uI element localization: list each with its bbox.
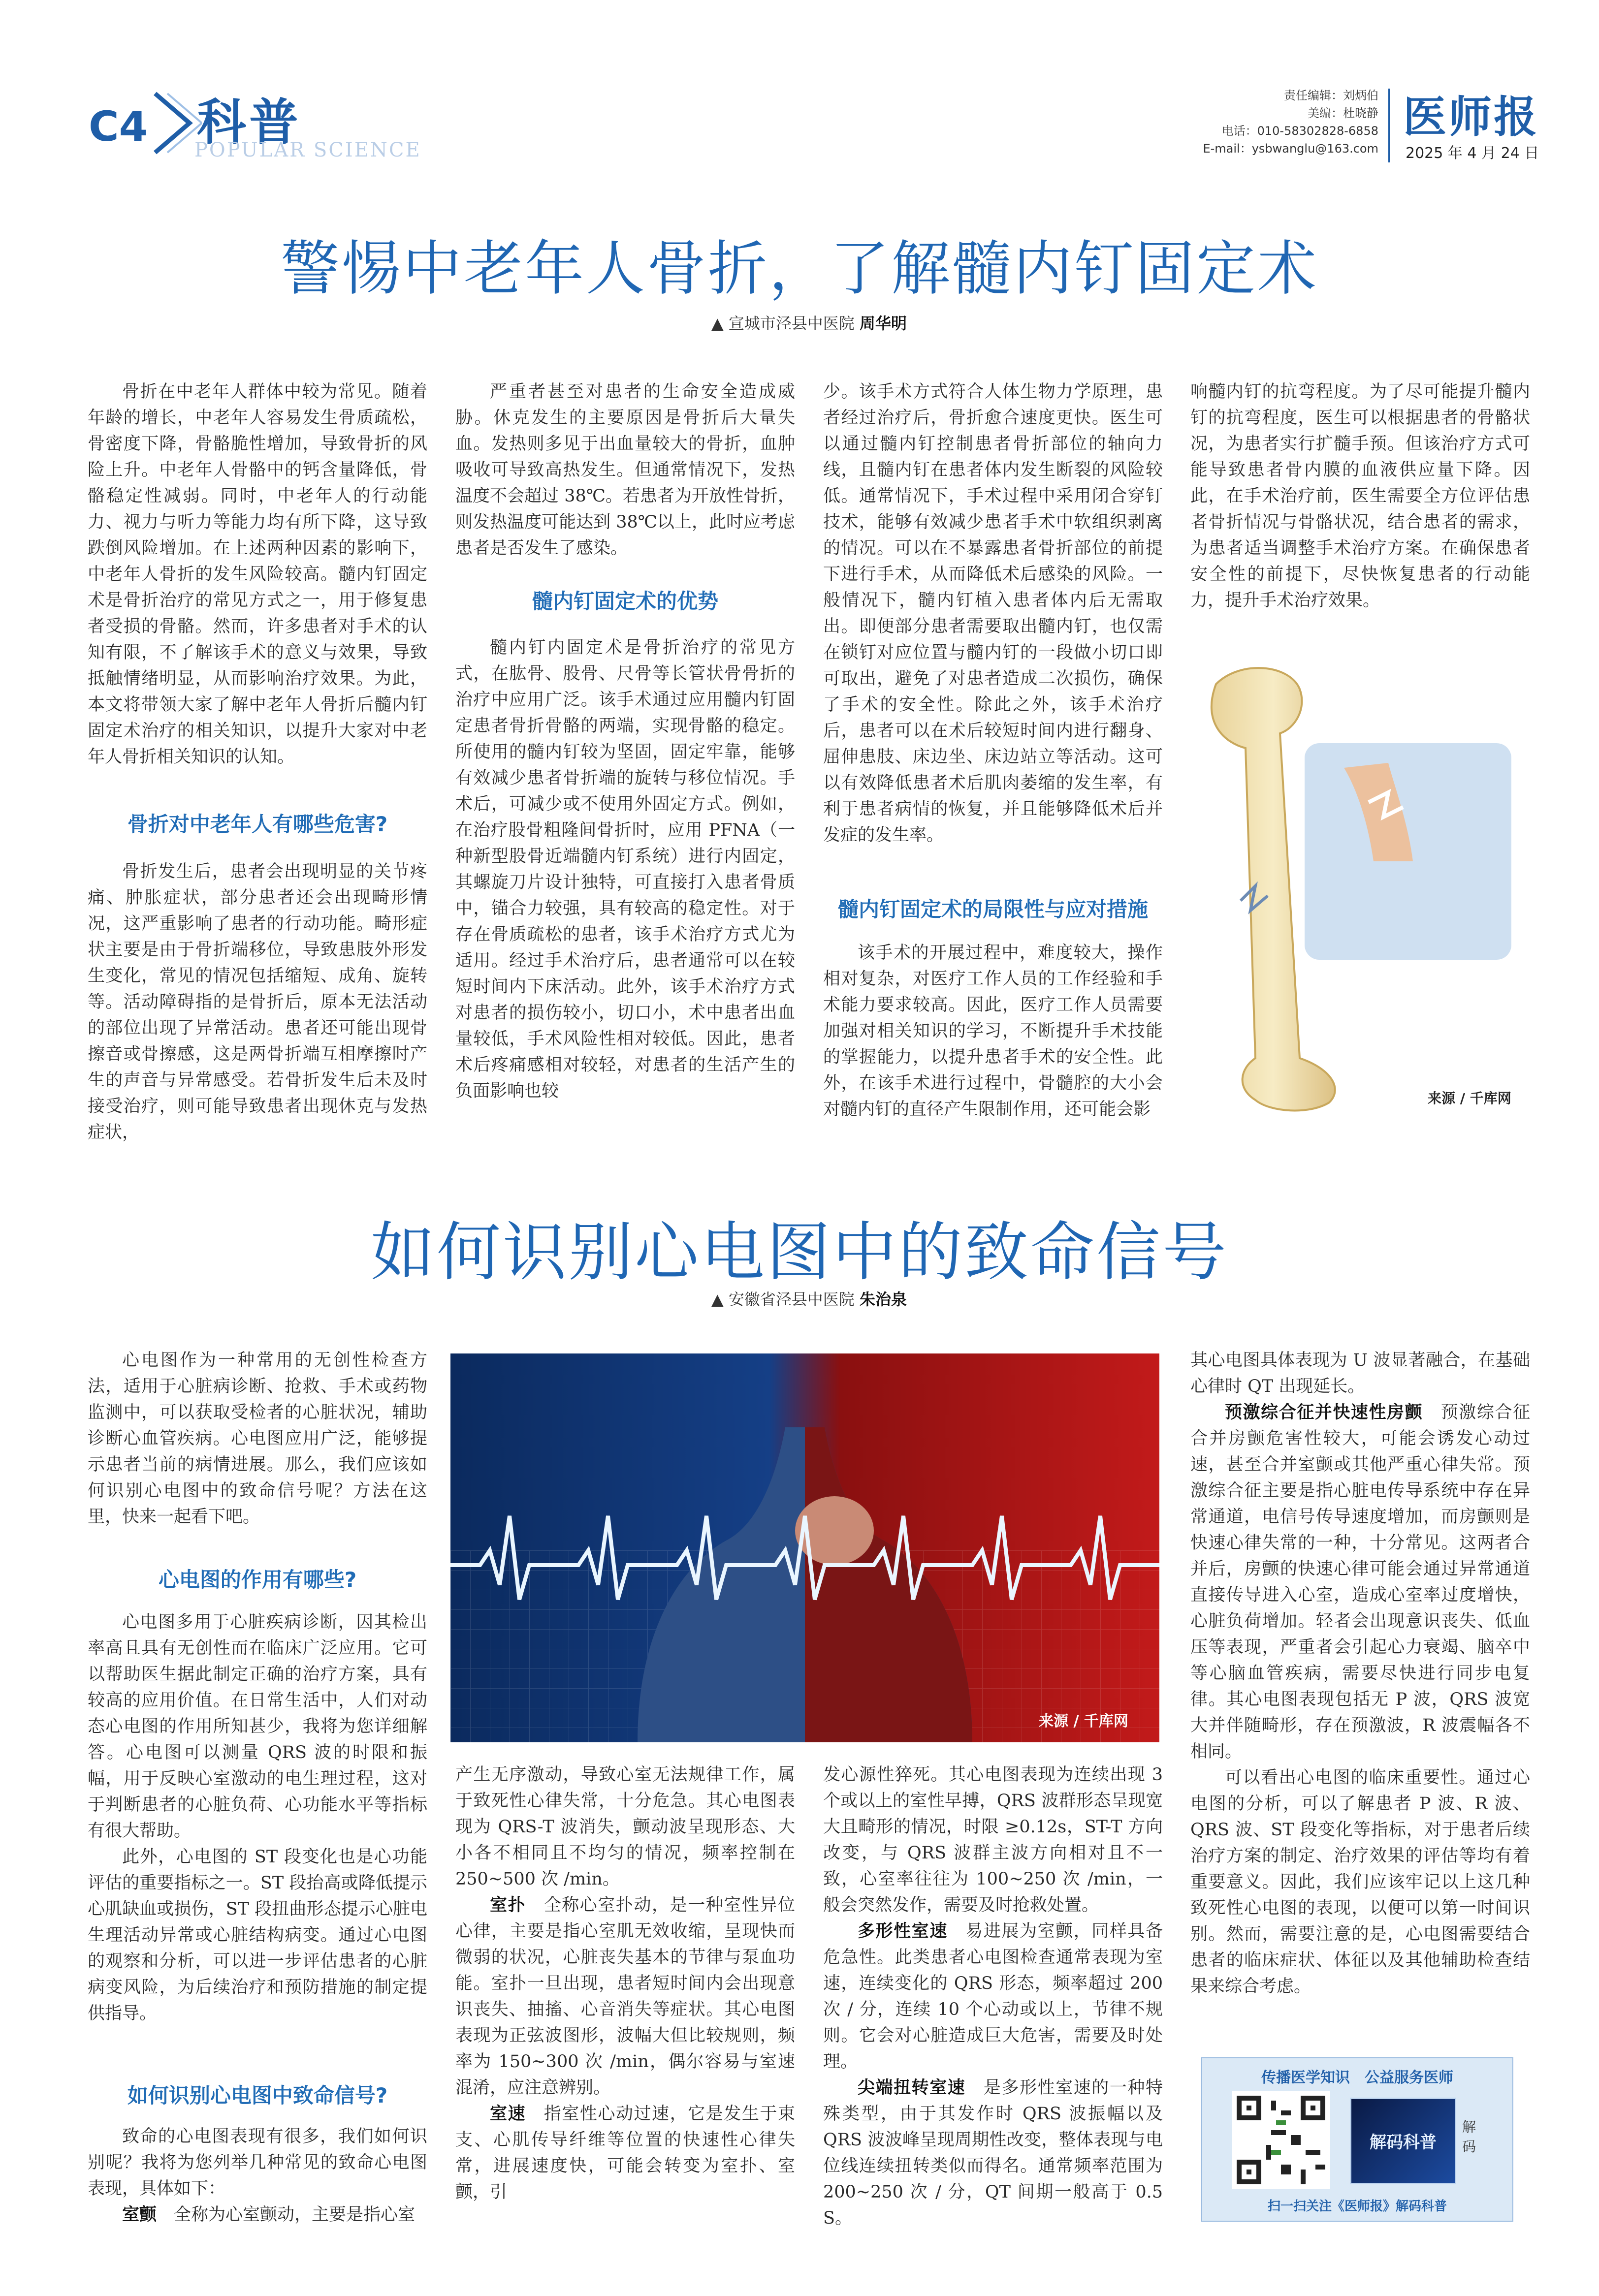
byline-org: 安徽省泾县中医院: [728, 1290, 855, 1309]
heading-advantage: 髓内钉固定术的优势: [532, 589, 718, 613]
triangle-icon: ▲: [711, 314, 724, 333]
phone-label: 电话：010-58302828-6858: [1221, 124, 1378, 138]
newspaper-logo: 医师报: [1403, 92, 1539, 142]
term-text: 易进展为室颤，同样具备危急性。此类患者心电图检查通常表现为室速，连续变化的 QRS 形态，频率超过 200 次 / 分，连续 10 个心动或以上，节律不规则。它会对心脏造成巨大危害，需要及时处理。: [823, 1921, 1163, 2072]
paragraph: 髓内钉内固定术是骨折治疗的常见方式，在肱骨、股骨、尺骨等长管状骨骨折的治疗中应用广泛。该手术通过应用髓内钉固定患者骨折骨骼的两端，实现骨骼的稳定。所使用的髓内钉较为坚固，固定牢靠，能够有效减少患者骨折端的旋转与移位情况。手术后，可减少或不使用外固定方式。例如，在治疗股骨粗隆间骨折时，应用 PFNA（一种新型股骨近端髓内钉系统）进行内固定，其螺旋刀片设计独特，可直接打入患者骨质中，锚合力较强，具有较高的稳定性。对于存在骨质疏松的患者，该手术治疗方式尤为适用。经过手术治疗后，患者通常可以在较短时间内下床活动。此外，该手术治疗方式对患者的损伤较小，切口小，术中患者出血量较低，手术风险性相对较低。因此，患者术后疼痛感相对较轻，对患者的生活产生的负面影响也较: [455, 638, 795, 1101]
term: 多形性室速: [858, 1921, 948, 1941]
heading-identify: 如何识别心电图中致命信号?: [127, 2083, 388, 2107]
promo-top-text: 传播医学知识 公益服务医师: [1261, 2069, 1453, 2086]
paragraph: 致命的心电图表现有很多，我们如何识别呢？我将为您列举几种常见的致命心电图表现，具体如下：: [88, 2127, 427, 2199]
paragraph: 可以看出心电图的临床重要性。通过心电图的分析，可以了解患者 P 波、R 波、QRS 波、ST 段变化等指标，对于患者后续治疗方案的制定、治疗效果的评估等均有着重要意义。因此，我们应该牢记以上这几种致死性心电图的表现，以便可以第一时间识别。然而，需要注意的是，心电图需要结合患者的临床症状、体征以及其他辅助检查结果来综合考虑。: [1190, 1768, 1530, 1996]
tv-label: 解码科普: [1370, 2133, 1437, 2152]
paragraph: 少。该手术方式符合人体生物力学原理，患者经过治疗后，骨折愈合速度更快。医生可以通过髓内钉控制患者骨折部位的轴向力线，且髓内钉在患者体内发生断裂的风险较低。通常情况下，手术过程中采用闭合穿钉技术，能够有效减少患者手术中软组织剥离的情况。可以在不暴露患者骨折部位的前提下进行手术，从而降低术后感染的风险。一般情况下，髓内钉植入患者体内后无需取出。即便部分患者需要取出髓内钉，也仅需在锁钉对应位置与髓内钉的一段做小切口即可取出，避免了对患者造成二次损伤，确保了手术的安全性。除此之外，该手术治疗后，患者可以在术后较短时间内进行翻身、屈伸患肢、床边坐、床边站立等活动。这可以有效降低患者术后肌肉萎缩的发生率，有利于患者病情的恢复，并且能够降低术后并发症的发生率。: [823, 382, 1163, 845]
paragraph: [823, 2075, 1163, 2232]
bone-illustration: [1182, 655, 1536, 1117]
paragraph: [823, 1919, 1163, 2075]
paragraph: [455, 1892, 795, 2101]
article1-col2b: [455, 635, 795, 1104]
term: 室颤: [122, 2205, 157, 2225]
designer-label: 美编：杜晓静: [1308, 106, 1378, 120]
term-text: 全称为心室颤动，主要是指心室: [174, 2205, 416, 2225]
editor-label: 责任编辑：刘炳伯: [1284, 89, 1378, 102]
term-text: 是多形性室速的一种特殊类型，由于其发作时 QRS 波振幅以及 QRS 波波峰呈现周期性改变，整体表现与电位线连续扭转类似而得名。通常频率范围为 200~250 次 / 分，QT 间期一般高于 0.5 S。: [823, 2078, 1163, 2228]
article2-title: 如何识别心电图中的致命信号: [370, 1215, 1228, 1290]
heading-role: 心电图的作用有哪些?: [158, 1568, 357, 1592]
paragraph: 心电图作为一种常用的无创性检查方法，适用于心脏病诊断、抢救、手术或药物监测中，可以获取受检者的心脏状况，辅助诊断心血管疾病。心电图应用广泛，能够提示患者当前的病情进展。那么，我们应该如何识别心电图中的致命信号呢？方法在这里，快来一起看下吧。: [88, 1351, 427, 1527]
article1-col4: [1190, 379, 1530, 614]
email-label: E-mail：ysbwanglu@163.com: [1203, 142, 1378, 156]
editor-info: [1162, 87, 1378, 157]
ecg-chest-icon: [450, 1353, 1159, 1742]
promo-side-text: 解码: [1462, 2119, 1476, 2155]
paragraph: [1190, 1400, 1530, 1765]
term: 尖端扭转室速: [858, 2078, 966, 2098]
term: 室速: [490, 2104, 526, 2124]
term: 室扑: [490, 1895, 526, 1915]
qr-code-icon[interactable]: [1232, 2091, 1330, 2189]
promo-box: [1201, 2057, 1513, 2222]
article2-col1: [88, 1348, 427, 1530]
article1-col2: [455, 379, 795, 562]
term-text: 预激综合征合并房颤危害性较大，可能会诱发心动过速，甚至合并室颤或其他严重心律失常。预激综合征主要是指心脏电传导系统中存在异常通道，电信号传导速度增加，而房颤则是快速心律失常的一种，十分常见。这两者合并后，房颤的快速心律可能会通过异常通道直接传导进入心室，造成心室率过度增快，心脏负荷增加。轻者会出现意识丧失、低血压等表现，严重者会引起心力衰竭、脑卒中等心脑血管疾病，需要尽快进行同步电复律。其心电图表现包括无 P 波，QRS 波宽大并伴随畸形，存在预激波，R 波震幅各不相同。: [1190, 1403, 1530, 1761]
tv-thumbnail: [1350, 2098, 1456, 2184]
chevron-icon: [148, 89, 202, 157]
byline-author: 朱治泉: [859, 1290, 907, 1309]
paragraph: 响髓内钉的抗弯程度。为了尽可能提升髓内钉的抗弯程度，医生可以根据患者的骨骼状况，为患者实行扩髓手预。但该治疗方式可能导致患者骨内膜的血液供应量下降。因此，在手术治疗前，医生需要全方位评估患者骨折情况与骨骼状况，结合患者的需求，为患者适当调整手术治疗方案。在确保患者安全性的前提下，尽快恢复患者的行动能力，提升手术治疗效果。: [1190, 382, 1530, 610]
ecg-caption: 来源 / 千库网: [1039, 1713, 1128, 1730]
paragraph: 产生无序激动，导致心室无法规律工作，属于致死性心律失常，十分危急。其心电图表现为 QRS-T 波消失，颤动波呈现形态、大小各不相同且不均匀的情况，频率控制在 250~500 次 /min。: [455, 1765, 795, 1889]
term: 预激综合征并快速性房颤: [1225, 1403, 1423, 1422]
section-title: 科普: [197, 94, 301, 151]
paragraph: 其心电图具体表现为 U 波显著融合，在基础心律时 QT 出现延长。: [1190, 1351, 1530, 1396]
article1-col1: [88, 379, 427, 770]
paragraph: 心电图多用于心脏疾病诊断，因其检出率高且具有无创性而在临床广泛应用。它可以帮助医生据此制定正确的治疗方案，具有较高的应用价值。在日常生活中，人们对动态心电图的作用所知甚少，我将为您详细解答。心电图可以测量 QRS 波的时限和振幅，用于反映心室激动的电生理过程，这对于判断患者的心脏负荷、心功能水平等指标有很大帮助。: [88, 1612, 427, 1841]
article1-col3: [823, 379, 1163, 849]
section-subtitle: POPULAR SCIENCE: [194, 139, 421, 161]
issue-date: 2025 年 4 月 24 日: [1406, 145, 1539, 162]
byline-org: 宣城市泾县中医院: [728, 314, 855, 333]
page-header: [0, 0, 1599, 167]
article1-title: 警惕中老年人骨折，了解髓内钉固定术: [281, 235, 1318, 303]
promo-bottom-text: 扫一扫关注《医师报》解码科普: [1267, 2199, 1447, 2214]
paragraph: [88, 2202, 427, 2228]
article2-col4: [1190, 1348, 1530, 2000]
article2-byline: [711, 1287, 907, 1310]
article2-col3: [823, 1762, 1163, 2232]
heading-limitation: 髓内钉固定术的局限性与应对措施: [837, 897, 1148, 921]
article2-col1c: [88, 2124, 427, 2228]
triangle-icon: ▲: [711, 1290, 724, 1309]
paragraph: 该手术的开展过程中，难度较大，操作相对复杂，对医疗工作人员的工作经验和手术能力要求较高。因此，医疗工作人员需要加强对相关知识的学习，不断提升手术技能的掌握能力，以提升患者手术的安全性。此外，在该手术进行过程中，骨髓腔的大小会对髓内钉的直径产生限制作用，还可能会影: [823, 943, 1163, 1119]
article2-col2: [455, 1762, 795, 2205]
paragraph: 发心源性猝死。其心电图表现为连续出现 3 个或以上的室性早搏，QRS 波群形态呈现宽大且畸形的情况，时限 ≥0.12s，ST-T 方向改变，与 QRS 波群主波方向相对且不一致，心室率往往为 100~250 次 /min，一般会突然发作，需要及时抢救处置。: [823, 1765, 1163, 1915]
term-text: 指室性心动过速，它是发生于束支、心肌传导纤维等位置的快速性心律失常，进展速度快，可能会转变为室扑、室颤，引: [455, 2104, 795, 2202]
paragraph: 严重者甚至对患者的生命安全造成威胁。休克发生的主要原因是骨折后大量失血。发热则多见于出血量较大的骨折，血肿吸收可导致高热发生。但通常情况下，发热温度不会超过 38℃。若患者为开放性骨折，则发热温度可能达到 38℃以上，此时应考虑患者是否发生了感染。: [455, 382, 795, 558]
ecg-photo: [450, 1353, 1159, 1742]
paragraph: 骨折在中老年人群体中较为常见。随着年龄的增长，中老年人容易发生骨质疏松，骨密度下降，骨骼脆性增加，导致骨折的风险上升。中老年人骨骼中的钙含量降低，骨骼稳定性减弱。同时，中老年人的行动能力、视力与听力等能力均有所下降，这导致跌倒风险增加。在上述两种因素的影响下，中老年人骨折的发生风险较高。髓内钉固定术是骨折治疗的常见方式之一，用于修复患者受损的骨骼。然而，许多患者对手术的认知有限，不了解该手术的意义与效果，导致抵触情绪明显，从而影响治疗效果。为此，本文将带领大家了解中老年人骨折后髓内钉固定术治疗的相关知识，以提升大家对中老年人骨折相关知识的认知。: [88, 382, 427, 767]
image-caption: 来源 / 千库网: [1428, 1090, 1511, 1106]
paragraph: 骨折发生后，患者会出现明显的关节疼痛、肿胀症状，部分患者还会出现畸形情况，这严重影响了患者的行动功能。畸形症状主要是由于骨折端移位，导致患肢外形发生变化，常见的情况包括缩短、成角、旋转等。活动障碍指的是骨折后，原本无法活动的部位出现了异常活动。患者还可能出现骨擦音或骨擦感，这是两骨折端互相摩擦时产生的声音与异常感受。若骨折发生后未及时接受治疗，则可能导致患者出现休克与发热症状，: [88, 862, 427, 1142]
article1-col1b: [88, 859, 427, 1146]
femur-icon: [1182, 655, 1536, 1117]
article1-byline: [711, 311, 907, 334]
heading-danger: 骨折对中老年人有哪些危害?: [127, 812, 388, 836]
article2-col1b: [88, 1609, 427, 2027]
paragraph: [455, 2101, 795, 2205]
byline-author: 周华明: [859, 314, 907, 333]
term-text: 全称心室扑动，是一种室性异位心律，主要是指心室肌无效收缩，呈现快而微弱的状况，心脏丧失基本的节律与泵血功能。室扑一旦出现，患者短时间内会出现意识丧失、抽搐、心音消失等症状。其心电图表现为正弦波图形，波幅大但比较规则，频率为 150~300 次 /min，偶尔容易与室速混淆，应注意辨别。: [455, 1895, 795, 2098]
paragraph: 此外，心电图的 ST 段变化也是心功能评估的重要指标之一。ST 段抬高或降低提示心肌缺血或损伤，ST 段扭曲形态提示心脏电生理活动异常或心脏结构病变。通过心电图的观察和分析，可以进一步评估患者的心脏病变风险，为后续治疗和预防措施的制定提供指导。: [88, 1847, 427, 2023]
article1-col3b: [823, 940, 1163, 1123]
header-divider: [1388, 89, 1390, 162]
page-number: C4: [89, 102, 148, 151]
